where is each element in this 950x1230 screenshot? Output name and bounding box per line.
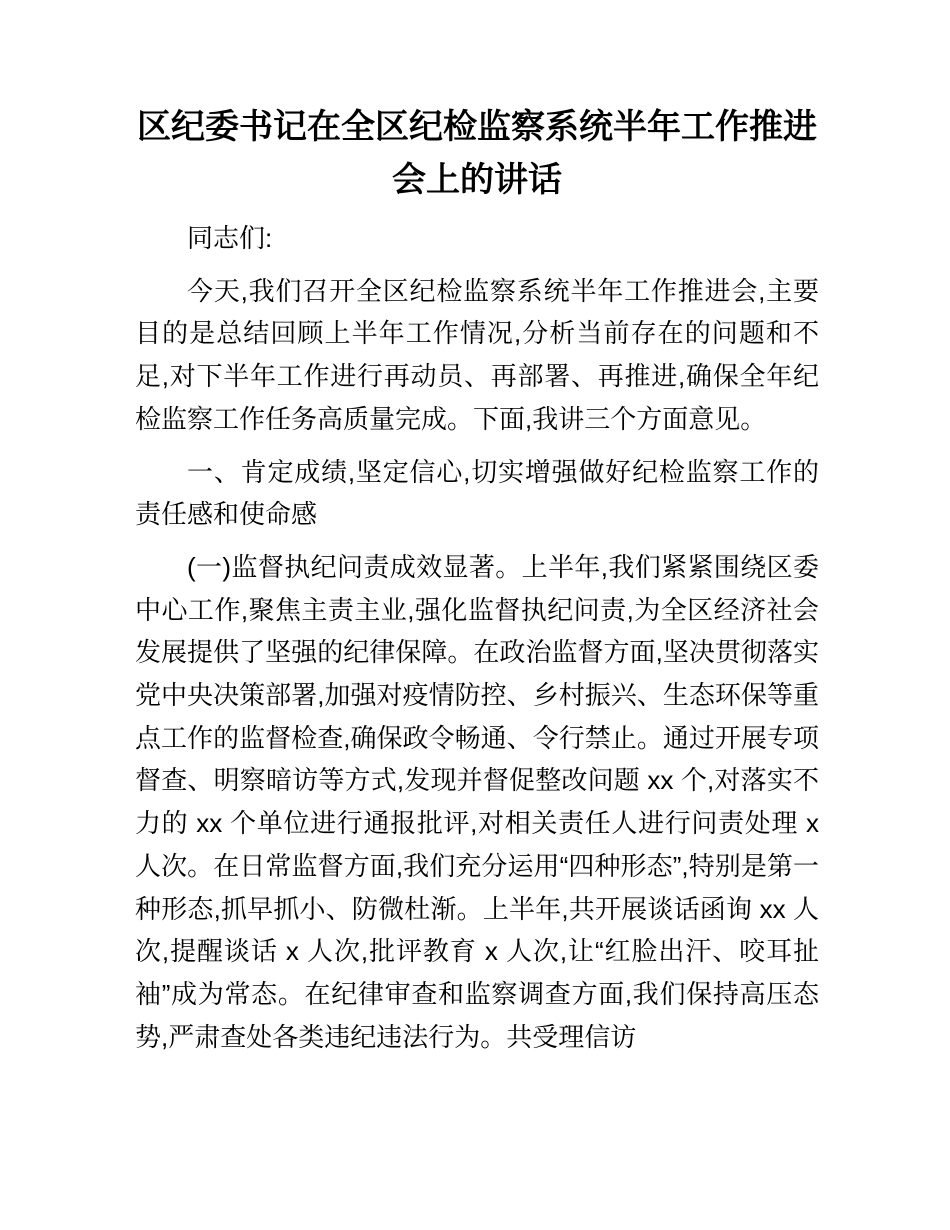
document-title: 区纪委书记在全区纪检监察系统半年工作推进会上的讲话 — [137, 108, 817, 199]
paragraph-introduction: 今天,我们召开全区纪检监察系统半年工作推进会,主要目的是总结回顾上半年工作情况,分析当前存在的问题和不足,对下半年工作进行再动员、再部署、再推进,确保全年纪检监察工作任务高质量完成。下面,我讲三个方面意见。 — [135, 275, 819, 434]
paragraph-section-1-1: (一)监督执纪问责成效显著。上半年,我们紧紧围绕区委中心工作,聚焦主责主业,强化监督执纪问责,为全区经济社会发展提供了坚强的纪律保障。在政治监督方面,坚决贯彻落实党中央决策部署,加强对疫情防控、乡村振兴、生态环保等重点工作的监督检查,确保政令畅通、令行禁止。通过开展专项督查、明察暗访等方式,发现并督促整改问题 xx 个,对落实不力的 xx 个单位进行通报批评,对相关责任人进行问责处理 x 人次。在日常监督方面,我们充分运用“四种形态”,特别是第一种形态,抓早抓小、防微杜渐。上半年,共开展谈话函询 xx 人次,提醒谈话 x 人次,批评教育 x 人次,让“红脸出汗、咬耳扯袖”成为常态。在纪律审查和监察调查方面,我们保持高压态势,严肃查处各类违纪违法行为。共受理信访 — [135, 551, 819, 1052]
section-heading-1: 一、肯定成绩,坚定信心,切实增强做好纪检监察工作的责任感和使命感 — [135, 456, 819, 530]
salutation: 同志们: — [187, 223, 273, 253]
